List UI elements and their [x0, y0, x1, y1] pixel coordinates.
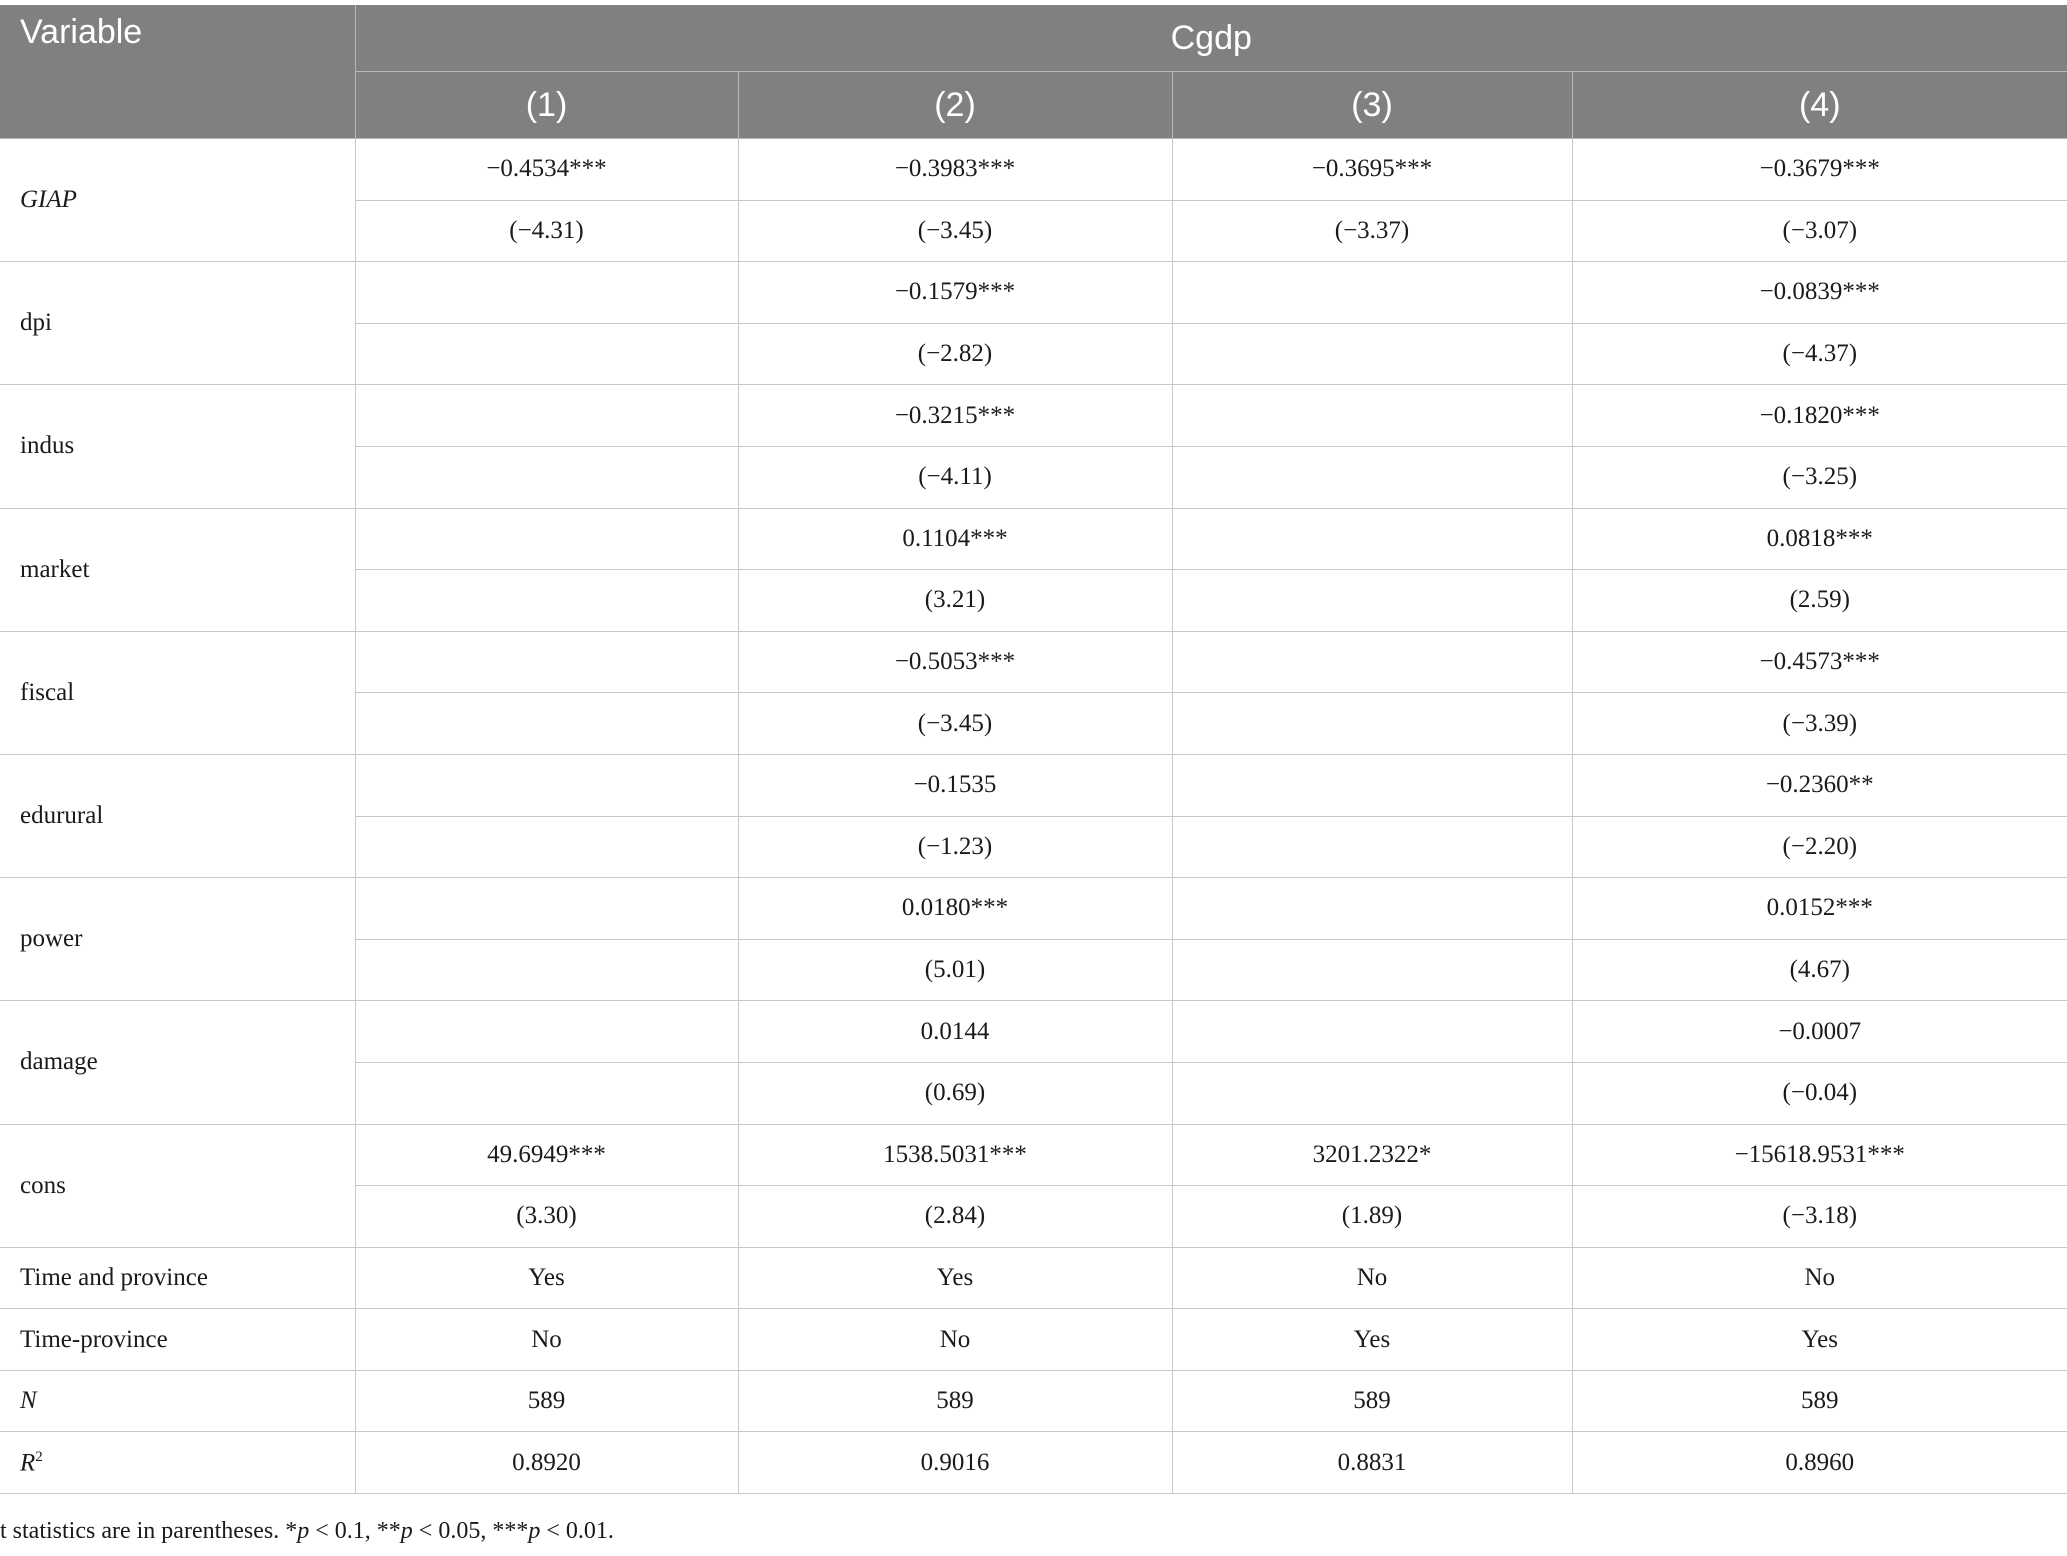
coef-cell — [1172, 262, 1572, 324]
coef-cell: −0.4573*** — [1572, 631, 2067, 693]
coef-cell: −0.5053*** — [738, 631, 1172, 693]
tstat-cell — [355, 570, 738, 632]
effect-cell: Yes — [355, 1247, 738, 1309]
tstat-cell: (−4.11) — [738, 446, 1172, 508]
coef-cell: −0.3695*** — [1172, 139, 1572, 201]
coef-cell — [355, 385, 738, 447]
row-label-market: market — [0, 508, 355, 631]
row-label-dpi: dpi — [0, 262, 355, 385]
r2-cell: 0.8831 — [1172, 1432, 1572, 1494]
coef-cell: −0.1535 — [738, 754, 1172, 816]
effect-cell: Yes — [1572, 1309, 2067, 1371]
row-label-cons: cons — [0, 1124, 355, 1247]
row-label-power: power — [0, 878, 355, 1001]
effect-cell: No — [738, 1309, 1172, 1371]
tstat-cell — [1172, 816, 1572, 878]
coef-cell — [1172, 385, 1572, 447]
coef-cell — [355, 631, 738, 693]
coef-cell: −0.1579*** — [738, 262, 1172, 324]
table-row-giap-coef — [0, 139, 2067, 201]
coef-cell — [355, 1001, 738, 1063]
column-header-4: (4) — [1572, 72, 2067, 139]
tstat-cell: (−3.45) — [738, 693, 1172, 755]
tstat-cell — [355, 446, 738, 508]
table-row-cons-coef — [0, 1124, 2067, 1186]
row-label-edurural: edurural — [0, 754, 355, 877]
coef-cell — [355, 754, 738, 816]
tstat-cell: (−3.25) — [1572, 446, 2067, 508]
tstat-cell: (−2.82) — [738, 323, 1172, 385]
tstat-cell: (4.67) — [1572, 939, 2067, 1001]
tstat-cell: (−3.45) — [738, 200, 1172, 262]
row-label-r-squared — [0, 1432, 355, 1494]
variable-header: Variable — [0, 5, 355, 139]
row-label-fiscal: fiscal — [0, 631, 355, 754]
table-footnote: t statistics are in parentheses. *p < 0.1, **p < 0.05, ***p < 0.01. — [0, 1518, 614, 1544]
coef-cell: −0.3679*** — [1572, 139, 2067, 201]
tstat-cell: (−3.37) — [1172, 200, 1572, 262]
r-symbol: R — [20, 1448, 36, 1476]
tstat-cell — [355, 323, 738, 385]
table-header — [0, 5, 2067, 139]
tstat-cell: (−2.20) — [1572, 816, 2067, 878]
table-row-power-coef — [0, 878, 2067, 940]
table-row-indus-coef — [0, 385, 2067, 447]
tstat-cell — [1172, 323, 1572, 385]
column-header-1: (1) — [355, 72, 738, 139]
table-row-market-coef — [0, 508, 2067, 570]
regression-table-wrapper — [0, 5, 2067, 1494]
n-cell: 589 — [738, 1370, 1172, 1432]
row-label-giap: GIAP — [0, 139, 355, 262]
row-label-time-and-province: Time and province — [0, 1247, 355, 1309]
row-label-time-province: Time-province — [0, 1309, 355, 1371]
tstat-cell: (5.01) — [738, 939, 1172, 1001]
coef-cell — [355, 508, 738, 570]
coef-cell — [1172, 508, 1572, 570]
table-body — [0, 139, 2067, 1494]
tstat-cell: (−0.04) — [1572, 1062, 2067, 1124]
coef-cell: −0.2360** — [1572, 754, 2067, 816]
row-label-n: N — [0, 1370, 355, 1432]
column-header-3: (3) — [1172, 72, 1572, 139]
coef-cell: −0.1820*** — [1572, 385, 2067, 447]
tstat-cell: (1.89) — [1172, 1186, 1572, 1248]
coef-cell: 1538.5031*** — [738, 1124, 1172, 1186]
coef-cell — [355, 262, 738, 324]
tstat-cell — [355, 816, 738, 878]
tstat-cell — [1172, 446, 1572, 508]
table-row-time-and-province — [0, 1247, 2067, 1309]
tstat-cell — [355, 1062, 738, 1124]
table-row-dpi-coef — [0, 262, 2067, 324]
row-label-damage: damage — [0, 1001, 355, 1124]
coef-cell: 0.0180*** — [738, 878, 1172, 940]
table-row-damage-coef — [0, 1001, 2067, 1063]
r2-cell: 0.8960 — [1572, 1432, 2067, 1494]
n-cell: 589 — [355, 1370, 738, 1432]
tstat-cell — [1172, 1062, 1572, 1124]
r2-cell: 0.9016 — [738, 1432, 1172, 1494]
table-row-fiscal-coef — [0, 631, 2067, 693]
coef-cell: 0.0144 — [738, 1001, 1172, 1063]
coef-cell: −0.0007 — [1572, 1001, 2067, 1063]
tstat-cell: (−4.31) — [355, 200, 738, 262]
n-cell: 589 — [1172, 1370, 1572, 1432]
coef-cell: 3201.2322* — [1172, 1124, 1572, 1186]
tstat-cell: (3.30) — [355, 1186, 738, 1248]
coef-cell: −0.0839*** — [1572, 262, 2067, 324]
tstat-cell: (3.21) — [738, 570, 1172, 632]
coef-cell — [1172, 878, 1572, 940]
regression-table — [0, 5, 2067, 1494]
n-cell: 589 — [1572, 1370, 2067, 1432]
effect-cell: Yes — [738, 1247, 1172, 1309]
tstat-cell: (0.69) — [738, 1062, 1172, 1124]
coef-cell: −15618.9531*** — [1572, 1124, 2067, 1186]
coef-cell: 0.1104*** — [738, 508, 1172, 570]
r-squared-superscript: 2 — [35, 1448, 43, 1465]
tstat-cell — [355, 939, 738, 1001]
coef-cell: 0.0818*** — [1572, 508, 2067, 570]
table-row-n — [0, 1370, 2067, 1432]
tstat-cell: (−3.18) — [1572, 1186, 2067, 1248]
tstat-cell: (2.84) — [738, 1186, 1172, 1248]
table-row-time-province — [0, 1309, 2067, 1371]
tstat-cell — [355, 693, 738, 755]
coef-cell — [1172, 1001, 1572, 1063]
column-header-2: (2) — [738, 72, 1172, 139]
table-row-r-squared — [0, 1432, 2067, 1494]
tstat-cell: (−1.23) — [738, 816, 1172, 878]
tstat-cell — [1172, 939, 1572, 1001]
dependent-variable-header: Cgdp — [355, 5, 2067, 72]
coef-cell — [1172, 631, 1572, 693]
effect-cell: No — [1572, 1247, 2067, 1309]
coef-cell: −0.3983*** — [738, 139, 1172, 201]
tstat-cell: (2.59) — [1572, 570, 2067, 632]
tstat-cell: (−3.07) — [1572, 200, 2067, 262]
tstat-cell — [1172, 693, 1572, 755]
coef-cell: −0.4534*** — [355, 139, 738, 201]
effect-cell: No — [1172, 1247, 1572, 1309]
coef-cell — [355, 878, 738, 940]
coef-cell — [1172, 754, 1572, 816]
effect-cell: No — [355, 1309, 738, 1371]
effect-cell: Yes — [1172, 1309, 1572, 1371]
table-row-edurural-coef — [0, 754, 2067, 816]
r2-cell: 0.8920 — [355, 1432, 738, 1494]
coef-cell: 49.6949*** — [355, 1124, 738, 1186]
coef-cell: 0.0152*** — [1572, 878, 2067, 940]
tstat-cell: (−3.39) — [1572, 693, 2067, 755]
coef-cell: −0.3215*** — [738, 385, 1172, 447]
tstat-cell — [1172, 570, 1572, 632]
row-label-indus: indus — [0, 385, 355, 508]
tstat-cell: (−4.37) — [1572, 323, 2067, 385]
